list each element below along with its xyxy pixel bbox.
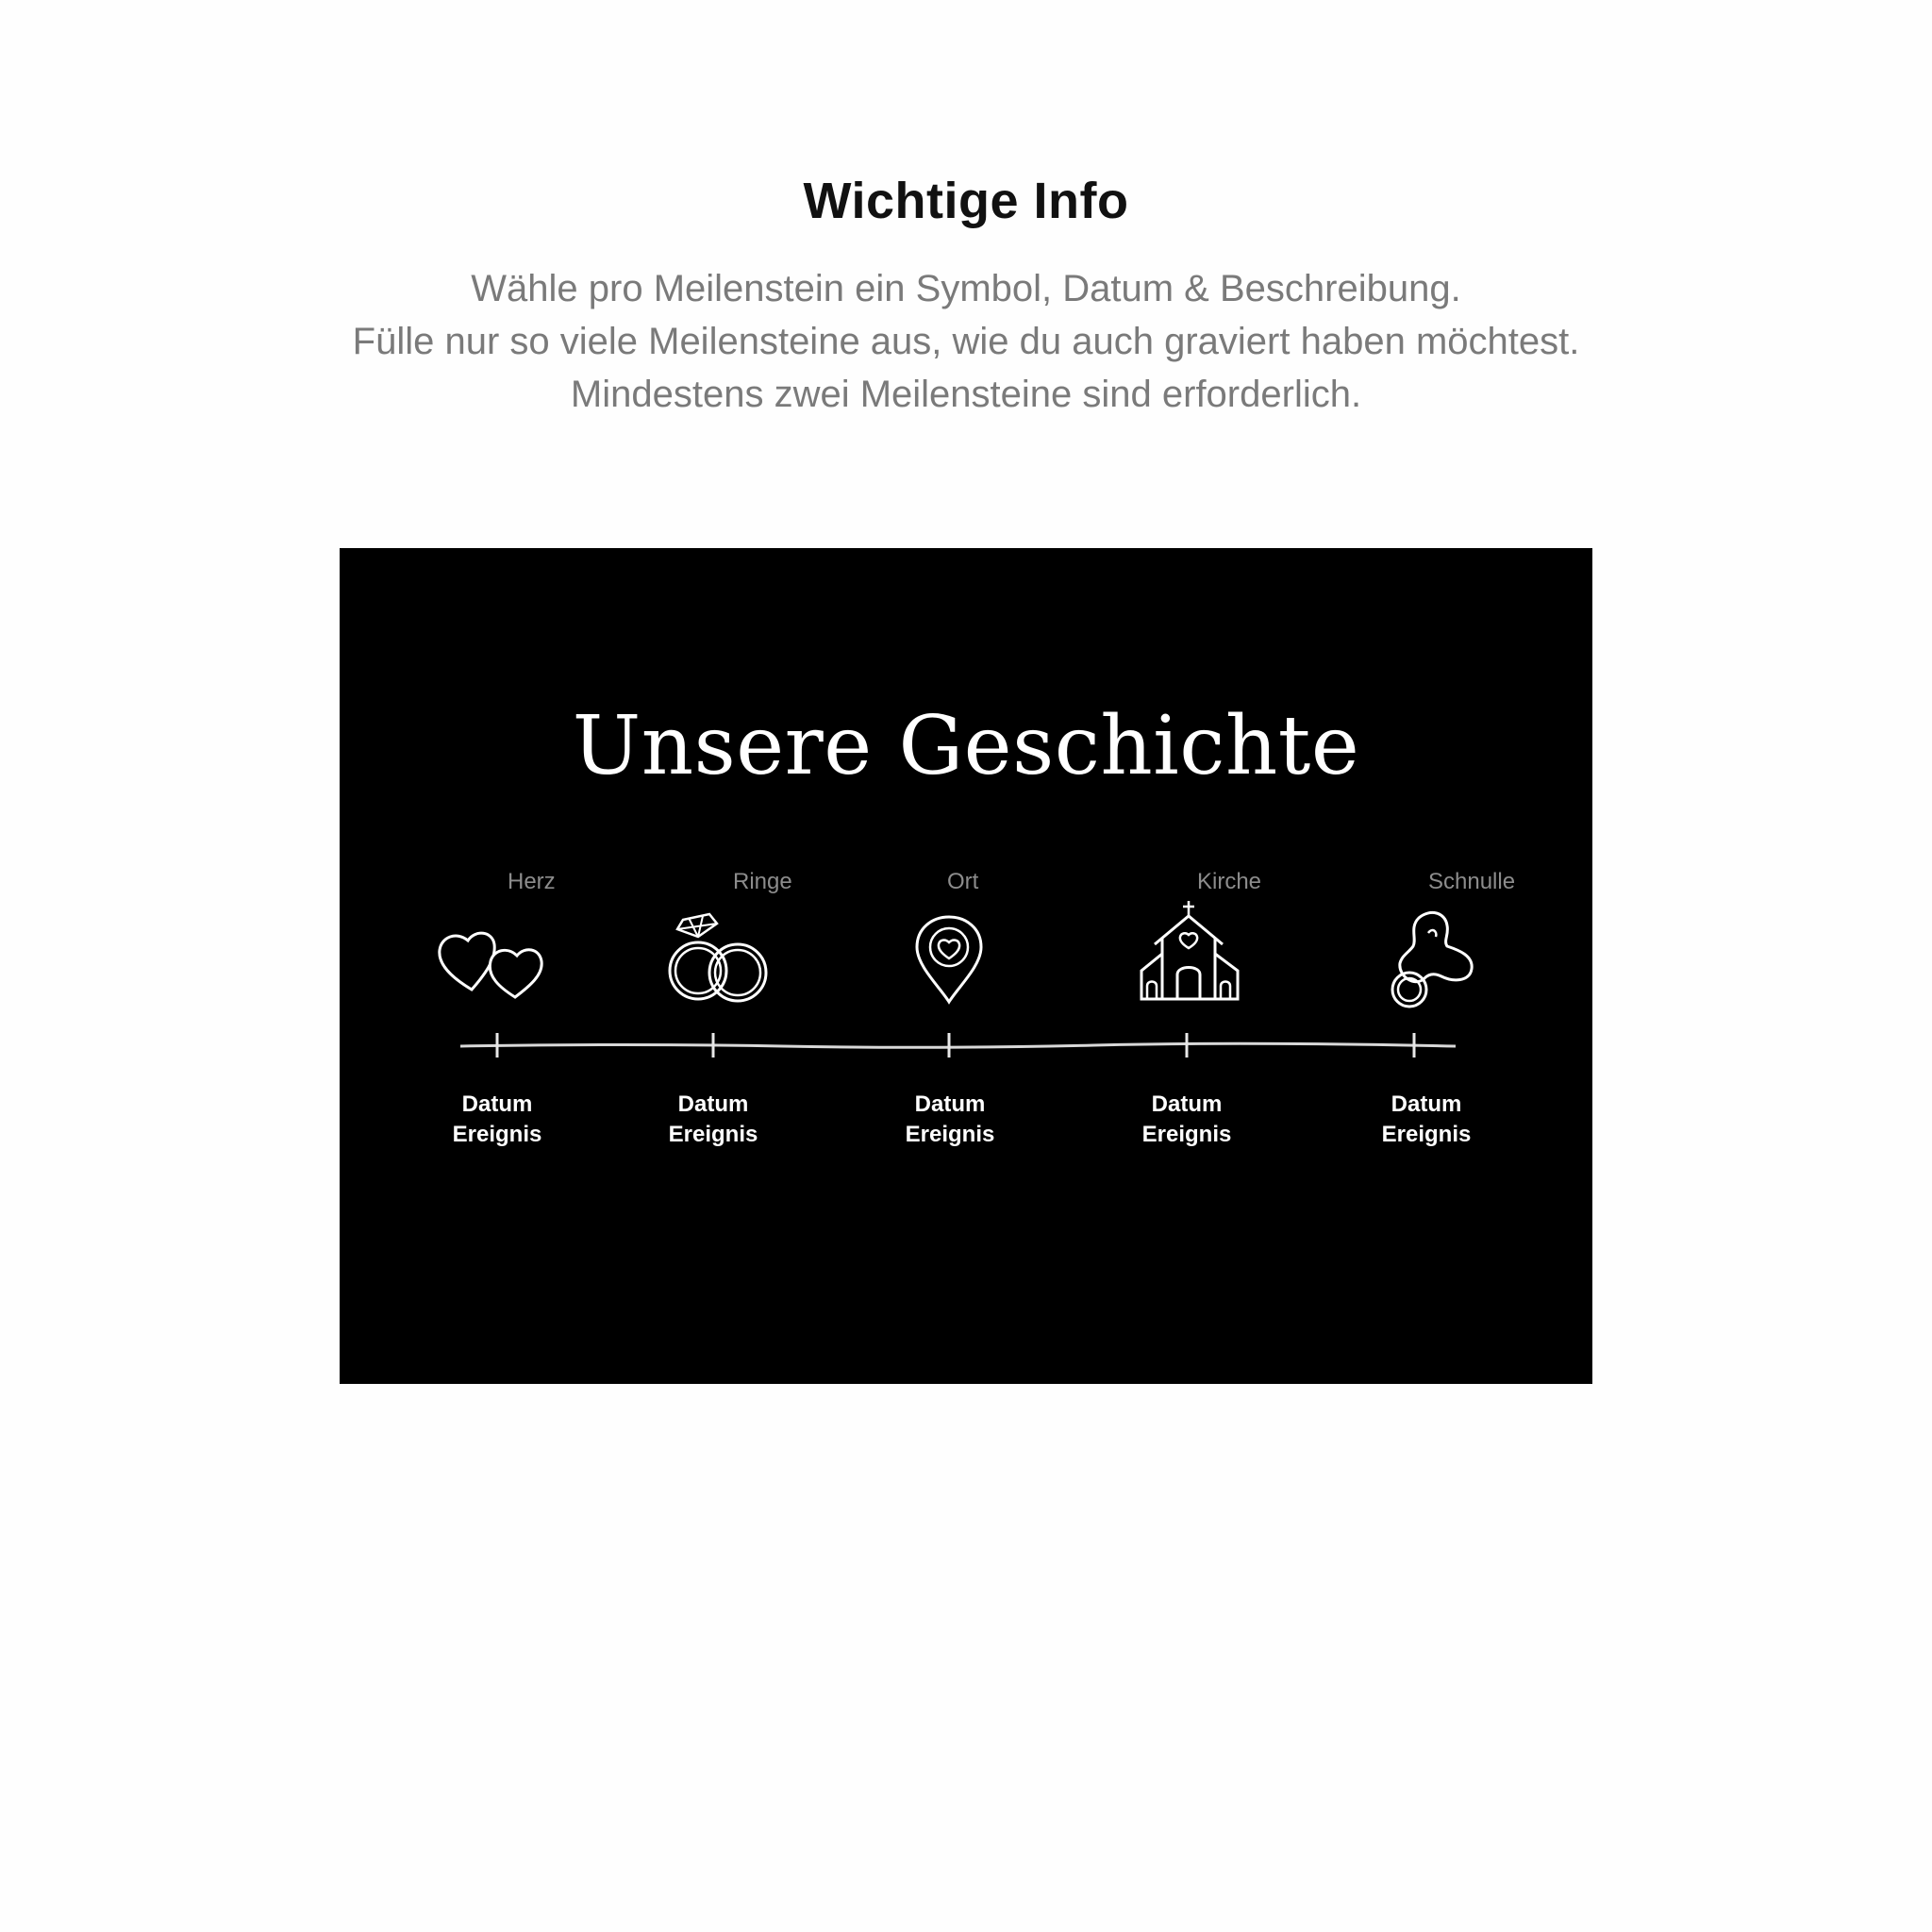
milestone-2 xyxy=(638,1090,789,1150)
milestone-event: Ereignis xyxy=(1141,1122,1232,1147)
location-pin-icon xyxy=(911,913,987,1008)
symbol-label-ort: Ort xyxy=(947,869,979,894)
milestone-date: Datum xyxy=(677,1091,749,1117)
preview-title: Unsere Geschichte xyxy=(572,699,1360,793)
milestone-date: Datum xyxy=(461,1091,533,1117)
symbol-label-ringe: Ringe xyxy=(733,869,792,894)
timeline-line xyxy=(460,1043,1456,1047)
symbol-label-herz: Herz xyxy=(508,869,556,894)
milestone-event: Ereignis xyxy=(668,1122,758,1147)
milestone-event: Ereignis xyxy=(452,1122,542,1147)
pacifier-icon xyxy=(1377,908,1481,1012)
engraving-preview xyxy=(340,548,1592,1384)
symbol-label-schnulle: Schnulle xyxy=(1428,869,1516,894)
milestone-date: Datum xyxy=(1391,1091,1462,1117)
milestone-4 xyxy=(1111,1090,1262,1150)
info-title: Wichtige Info xyxy=(803,173,1129,229)
info-line: Fülle nur so viele Meilensteine aus, wie du auch graviert haben möchtest. xyxy=(352,321,1580,362)
milestone-date: Datum xyxy=(914,1091,986,1117)
hearts-icon xyxy=(434,916,557,1001)
symbol-label-kirche: Kirche xyxy=(1197,869,1262,894)
milestone-5 xyxy=(1351,1090,1502,1150)
info-line: Mindestens zwei Meilensteine sind erforderlich. xyxy=(570,374,1362,415)
info-line: Wähle pro Meilenstein ein Symbol, Datum & Beschreibung. xyxy=(471,268,1461,309)
milestone-event: Ereignis xyxy=(905,1122,995,1147)
milestone-event: Ereignis xyxy=(1381,1122,1472,1147)
milestone-1 xyxy=(422,1090,573,1150)
church-icon xyxy=(1134,899,1247,1007)
info-text xyxy=(0,262,1932,421)
milestone-date: Datum xyxy=(1151,1091,1223,1117)
rings-icon xyxy=(660,907,783,1010)
milestone-3 xyxy=(874,1090,1025,1150)
